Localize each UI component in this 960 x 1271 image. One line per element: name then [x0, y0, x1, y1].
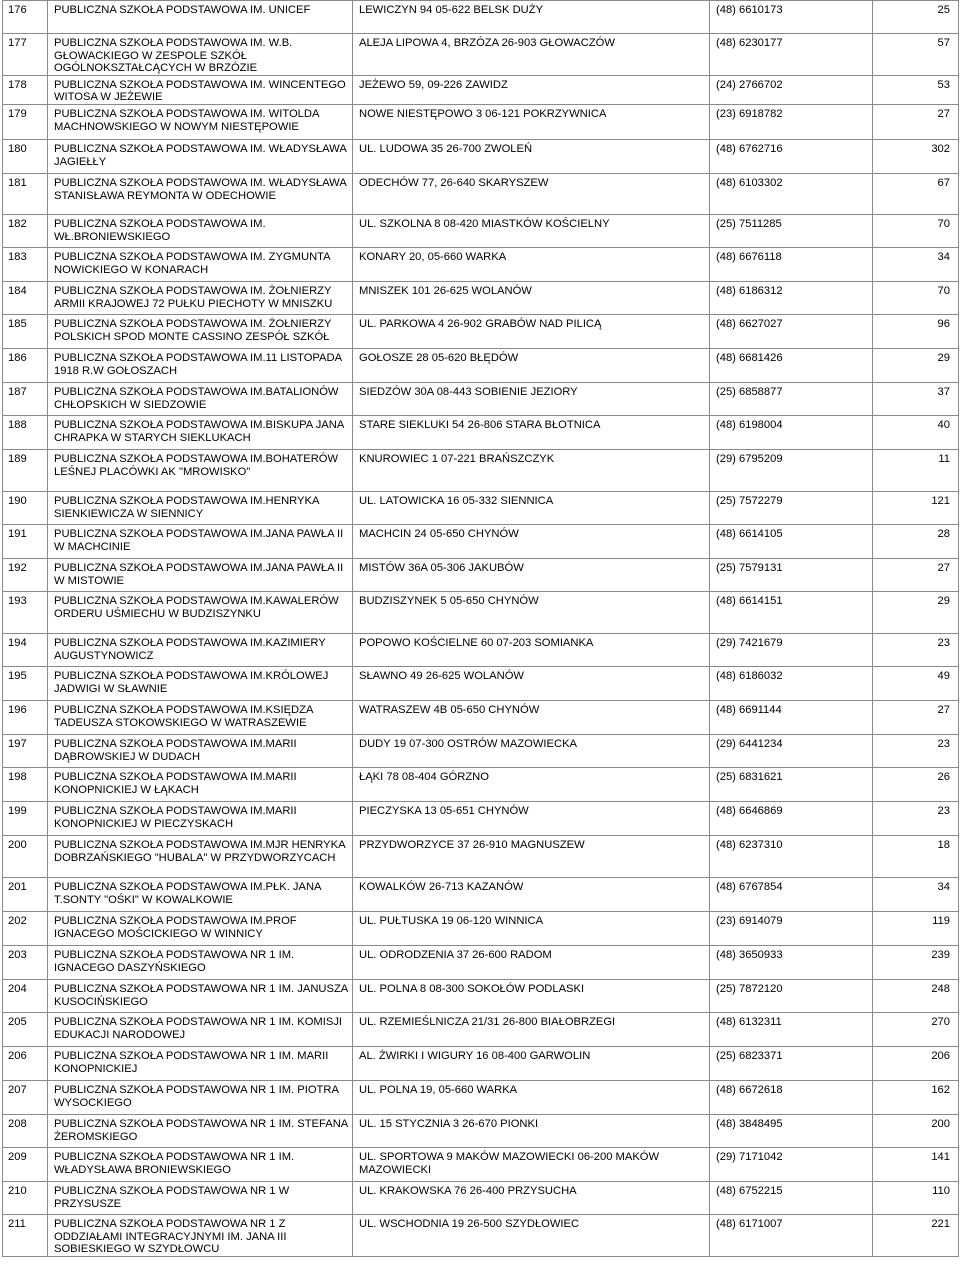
row-number: 185 [3, 314, 48, 348]
row-number: 188 [3, 415, 48, 449]
table-row [3, 911, 959, 945]
table-row [3, 734, 959, 767]
school-name: PUBLICZNA SZKOŁA PODSTAWOWA IM. ŻOŁNIERZY ARMII KRAJOWEJ 72 PUŁKU PIECHOTY W MNISZKU [48, 281, 353, 314]
table-row [3, 449, 959, 491]
school-address: MNISZEK 101 26-625 WOLANÓW [353, 281, 710, 314]
row-number: 193 [3, 591, 48, 633]
row-number: 186 [3, 348, 48, 382]
school-phone: (48) 6627027 [710, 314, 873, 348]
student-count: 162 [873, 1080, 959, 1114]
school-address: UL. POLNA 19, 05-660 WARKA [353, 1080, 710, 1114]
table-row [3, 139, 959, 173]
school-address: MISTÓW 36A 05-306 JAKUBÓW [353, 558, 710, 591]
table-row [3, 591, 959, 633]
student-count: 96 [873, 314, 959, 348]
school-name: PUBLICZNA SZKOŁA PODSTAWOWA NR 1 IM. WŁADYSŁAWA BRONIEWSKIEGO [48, 1147, 353, 1181]
table-row [3, 767, 959, 801]
student-count: 23 [873, 734, 959, 767]
school-address: GOŁOSZE 28 05-620 BŁĘDÓW [353, 348, 710, 382]
table-row [3, 1181, 959, 1214]
table-row [3, 34, 959, 76]
school-name: PUBLICZNA SZKOŁA PODSTAWOWA IM.KSIĘDZA TADEUSZA STOKOWSKIEGO W WATRASZEWIE [48, 700, 353, 734]
school-address: PIECZYSKA 13 05-651 CHYNÓW [353, 801, 710, 835]
school-address: DUDY 19 07-300 OSTRÓW MAZOWIECKA [353, 734, 710, 767]
school-name: PUBLICZNA SZKOŁA PODSTAWOWA IM.PROF IGNACEGO MOŚCICKIEGO W WINNICY [48, 911, 353, 945]
row-number: 178 [3, 75, 48, 104]
school-phone: (25) 7572279 [710, 491, 873, 524]
school-phone: (25) 7579131 [710, 558, 873, 591]
school-name: PUBLICZNA SZKOŁA PODSTAWOWA IM. UNICEF [48, 1, 353, 34]
school-phone: (48) 6691144 [710, 700, 873, 734]
row-number: 196 [3, 700, 48, 734]
table-row [3, 1, 959, 34]
school-address: UL. 15 STYCZNIA 3 26-670 PIONKI [353, 1114, 710, 1147]
student-count: 34 [873, 247, 959, 281]
table-row [3, 1147, 959, 1181]
school-address: UL. WSCHODNIA 19 26-500 SZYDŁOWIEC [353, 1214, 710, 1256]
school-phone: (48) 6672618 [710, 1080, 873, 1114]
row-number: 181 [3, 173, 48, 214]
table-row [3, 1114, 959, 1147]
school-address: JEŻEWO 59, 09-226 ZAWIDZ [353, 75, 710, 104]
student-count: 221 [873, 1214, 959, 1256]
row-number: 194 [3, 633, 48, 666]
row-number: 205 [3, 1012, 48, 1046]
table-row [3, 877, 959, 911]
school-address: SIEDZÓW 30A 08-443 SOBIENIE JEZIORY [353, 382, 710, 415]
row-number: 197 [3, 734, 48, 767]
school-name: PUBLICZNA SZKOŁA PODSTAWOWA IM.JANA PAWŁA II W MACHCINIE [48, 524, 353, 558]
student-count: 70 [873, 281, 959, 314]
school-name: PUBLICZNA SZKOŁA PODSTAWOWA NR 1 W PRZYSUSZE [48, 1181, 353, 1214]
school-phone: (29) 7171042 [710, 1147, 873, 1181]
school-address: MACHCIN 24 05-650 CHYNÓW [353, 524, 710, 558]
school-address: UL. KRAKOWSKA 76 26-400 PRZYSUCHA [353, 1181, 710, 1214]
school-name: PUBLICZNA SZKOŁA PODSTAWOWA IM.MARII KONOPNICKIEJ W PIECZYSKACH [48, 801, 353, 835]
row-number: 191 [3, 524, 48, 558]
school-phone: (25) 6823371 [710, 1046, 873, 1080]
school-phone: (48) 6681426 [710, 348, 873, 382]
student-count: 23 [873, 633, 959, 666]
row-number: 208 [3, 1114, 48, 1147]
school-name: PUBLICZNA SZKOŁA PODSTAWOWA IM. WŁADYSŁAWA JAGIEŁŁY [48, 139, 353, 173]
student-count: 49 [873, 666, 959, 700]
student-count: 29 [873, 348, 959, 382]
school-phone: (25) 7872120 [710, 979, 873, 1012]
row-number: 190 [3, 491, 48, 524]
school-name: PUBLICZNA SZKOŁA PODSTAWOWA NR 1 IM. STEFANA ŻEROMSKIEGO [48, 1114, 353, 1147]
row-number: 209 [3, 1147, 48, 1181]
school-name: PUBLICZNA SZKOŁA PODSTAWOWA IM.PŁK. JANA T.SONTY "OŚKI" W KOWALKOWIE [48, 877, 353, 911]
school-name: PUBLICZNA SZKOŁA PODSTAWOWA IM.BOHATERÓW LEŚNEJ PLACÓWKI AK "MROWISKO" [48, 449, 353, 491]
table-row [3, 491, 959, 524]
table-row [3, 247, 959, 281]
school-name: PUBLICZNA SZKOŁA PODSTAWOWA IM. WŁADYSŁAWA STANISŁAWA REYMONTA W ODECHOWIE [48, 173, 353, 214]
table-row [3, 1080, 959, 1114]
school-name: PUBLICZNA SZKOŁA PODSTAWOWA IM. W.B. GŁOWACKIEGO W ZESPOLE SZKÓŁ OGÓLNOKSZTAŁCĄCYCH W BRZÓZIE [48, 34, 353, 76]
row-number: 210 [3, 1181, 48, 1214]
student-count: 37 [873, 382, 959, 415]
table-row [3, 314, 959, 348]
row-number: 200 [3, 835, 48, 877]
student-count: 110 [873, 1181, 959, 1214]
school-address: NOWE NIESTĘPOWO 3 06-121 POKRZYWNICA [353, 104, 710, 139]
student-count: 26 [873, 767, 959, 801]
table-row [3, 835, 959, 877]
row-number: 207 [3, 1080, 48, 1114]
student-count: 57 [873, 34, 959, 76]
school-phone: (48) 6103302 [710, 173, 873, 214]
school-phone: (48) 6614105 [710, 524, 873, 558]
schools-table [2, 0, 959, 1257]
school-address: UL. PUŁTUSKA 19 06-120 WINNICA [353, 911, 710, 945]
school-address: KOWALKÓW 26-713 KAZANÓW [353, 877, 710, 911]
school-address: PRZYDWORZYCE 37 26-910 MAGNUSZEW [353, 835, 710, 877]
school-phone: (29) 7421679 [710, 633, 873, 666]
student-count: 29 [873, 591, 959, 633]
school-name: PUBLICZNA SZKOŁA PODSTAWOWA NR 1 IM. IGNACEGO DASZYŃSKIEGO [48, 945, 353, 979]
row-number: 182 [3, 214, 48, 247]
table-row [3, 214, 959, 247]
school-address: BUDZISZYNEK 5 05-650 CHYNÓW [353, 591, 710, 633]
school-phone: (25) 6831621 [710, 767, 873, 801]
student-count: 200 [873, 1114, 959, 1147]
school-phone: (48) 3650933 [710, 945, 873, 979]
row-number: 201 [3, 877, 48, 911]
table-row [3, 104, 959, 139]
school-name: PUBLICZNA SZKOŁA PODSTAWOWA IM.MJR HENRYKA DOBRZAŃSKIEGO "HUBALA" W PRZYDWORZYCACH [48, 835, 353, 877]
student-count: 119 [873, 911, 959, 945]
school-name: PUBLICZNA SZKOŁA PODSTAWOWA IM.BATALIONÓW CHŁOPSKICH W SIEDZOWIE [48, 382, 353, 415]
table-row [3, 979, 959, 1012]
school-name: PUBLICZNA SZKOŁA PODSTAWOWA NR 1 IM. KOMISJI EDUKACJI NARODOWEJ [48, 1012, 353, 1046]
school-address: UL. ODRODZENIA 37 26-600 RADOM [353, 945, 710, 979]
school-address: UL. RZEMIEŚLNICZA 21/31 26-800 BIAŁOBRZEGI [353, 1012, 710, 1046]
student-count: 302 [873, 139, 959, 173]
student-count: 67 [873, 173, 959, 214]
school-address: STARE SIEKLUKI 54 26-806 STARA BŁOTNICA [353, 415, 710, 449]
school-name: PUBLICZNA SZKOŁA PODSTAWOWA IM.KAZIMIERY AUGUSTYNOWICZ [48, 633, 353, 666]
table-row [3, 173, 959, 214]
row-number: 180 [3, 139, 48, 173]
school-name: PUBLICZNA SZKOŁA PODSTAWOWA IM.HENRYKA SIENKIEWICZA W SIENNICY [48, 491, 353, 524]
school-phone: (29) 6795209 [710, 449, 873, 491]
row-number: 198 [3, 767, 48, 801]
school-name: PUBLICZNA SZKOŁA PODSTAWOWA IM. ŻOŁNIERZY POLSKICH SPOD MONTE CASSINO ZESPÓŁ SZKÓŁ [48, 314, 353, 348]
student-count: 28 [873, 524, 959, 558]
row-number: 202 [3, 911, 48, 945]
school-address: ALEJA LIPOWA 4, BRZÓZA 26-903 GŁOWACZÓW [353, 34, 710, 76]
row-number: 199 [3, 801, 48, 835]
student-count: 11 [873, 449, 959, 491]
schools-table-body [3, 1, 959, 1257]
school-address: KONARY 20, 05-660 WARKA [353, 247, 710, 281]
school-phone: (48) 6676118 [710, 247, 873, 281]
student-count: 34 [873, 877, 959, 911]
school-address: KNUROWIEC 1 07-221 BRAŃSZCZYK [353, 449, 710, 491]
school-phone: (48) 6752215 [710, 1181, 873, 1214]
table-row [3, 524, 959, 558]
school-phone: (48) 6171007 [710, 1214, 873, 1256]
school-address: ODECHÓW 77, 26-640 SKARYSZEW [353, 173, 710, 214]
student-count: 18 [873, 835, 959, 877]
school-phone: (48) 6767854 [710, 877, 873, 911]
school-name: PUBLICZNA SZKOŁA PODSTAWOWA NR 1 IM. MARII KONOPNICKIEJ [48, 1046, 353, 1080]
student-count: 40 [873, 415, 959, 449]
row-number: 195 [3, 666, 48, 700]
school-phone: (48) 6186312 [710, 281, 873, 314]
table-row [3, 558, 959, 591]
school-name: PUBLICZNA SZKOŁA PODSTAWOWA IM.MARII DĄBROWSKIEJ W DUDACH [48, 734, 353, 767]
student-count: 27 [873, 700, 959, 734]
school-name: PUBLICZNA SZKOŁA PODSTAWOWA NR 1 IM. JANUSZA KUSOCIŃSKIEGO [48, 979, 353, 1012]
student-count: 239 [873, 945, 959, 979]
school-address: SŁAWNO 49 26-625 WOLANÓW [353, 666, 710, 700]
school-phone: (48) 6237310 [710, 835, 873, 877]
school-address: UL. SPORTOWA 9 MAKÓW MAZOWIECKI 06-200 MAKÓW MAZOWIECKI [353, 1147, 710, 1181]
school-phone: (48) 6230177 [710, 34, 873, 76]
row-number: 192 [3, 558, 48, 591]
school-phone: (24) 2766702 [710, 75, 873, 104]
table-row [3, 1214, 959, 1256]
student-count: 25 [873, 1, 959, 34]
school-name: PUBLICZNA SZKOŁA PODSTAWOWA IM. WINCENTEGO WITOSA W JEŻEWIE [48, 75, 353, 104]
table-row [3, 1046, 959, 1080]
school-address: UL. SZKOLNA 8 08-420 MIASTKÓW KOŚCIELNY [353, 214, 710, 247]
table-row [3, 801, 959, 835]
table-row [3, 666, 959, 700]
school-phone: (23) 6918782 [710, 104, 873, 139]
student-count: 53 [873, 75, 959, 104]
student-count: 70 [873, 214, 959, 247]
table-row [3, 415, 959, 449]
school-phone: (48) 6186032 [710, 666, 873, 700]
school-name: PUBLICZNA SZKOŁA PODSTAWOWA NR 1 Z ODDZIAŁAMI INTEGRACYJNYMI IM. JANA III SOBIESKIEGO W SZYDŁOWCU [48, 1214, 353, 1256]
school-name: PUBLICZNA SZKOŁA PODSTAWOWA IM.11 LISTOPADA 1918 R.W GOŁOSZACH [48, 348, 353, 382]
table-row [3, 382, 959, 415]
row-number: 204 [3, 979, 48, 1012]
school-phone: (48) 6646869 [710, 801, 873, 835]
school-name: PUBLICZNA SZKOŁA PODSTAWOWA IM. WŁ.BRONIEWSKIEGO [48, 214, 353, 247]
student-count: 270 [873, 1012, 959, 1046]
row-number: 187 [3, 382, 48, 415]
student-count: 121 [873, 491, 959, 524]
row-number: 203 [3, 945, 48, 979]
table-row [3, 75, 959, 104]
school-address: WATRASZEW 4B 05-650 CHYNÓW [353, 700, 710, 734]
school-phone: (23) 6914079 [710, 911, 873, 945]
table-row [3, 348, 959, 382]
school-name: PUBLICZNA SZKOŁA PODSTAWOWA IM.JANA PAWŁA II W MISTOWIE [48, 558, 353, 591]
school-name: PUBLICZNA SZKOŁA PODSTAWOWA IM.BISKUPA JANA CHRAPKA W STARYCH SIEKLUKACH [48, 415, 353, 449]
student-count: 27 [873, 104, 959, 139]
school-phone: (48) 6610173 [710, 1, 873, 34]
row-number: 184 [3, 281, 48, 314]
row-number: 179 [3, 104, 48, 139]
table-row [3, 281, 959, 314]
school-name: PUBLICZNA SZKOŁA PODSTAWOWA IM.KRÓLOWEJ JADWIGI W SŁAWNIE [48, 666, 353, 700]
row-number: 206 [3, 1046, 48, 1080]
school-address: ŁĄKI 78 08-404 GÓRZNO [353, 767, 710, 801]
school-address: LEWICZYN 94 05-622 BELSK DUŻY [353, 1, 710, 34]
student-count: 27 [873, 558, 959, 591]
school-phone: (48) 3848495 [710, 1114, 873, 1147]
school-address: UL. LUDOWA 35 26-700 ZWOLEŃ [353, 139, 710, 173]
table-row [3, 1012, 959, 1046]
school-phone: (48) 6614151 [710, 591, 873, 633]
school-address: UL. POLNA 8 08-300 SOKOŁÓW PODLASKI [353, 979, 710, 1012]
school-address: UL. LATOWICKA 16 05-332 SIENNICA [353, 491, 710, 524]
student-count: 141 [873, 1147, 959, 1181]
school-name: PUBLICZNA SZKOŁA PODSTAWOWA IM.MARII KONOPNICKIEJ W ŁĄKACH [48, 767, 353, 801]
student-count: 23 [873, 801, 959, 835]
school-name: PUBLICZNA SZKOŁA PODSTAWOWA IM. WITOLDA MACHNOWSKIEGO W NOWYM NIESTĘPOWIE [48, 104, 353, 139]
school-address: UL. PARKOWA 4 26-902 GRABÓW NAD PILICĄ [353, 314, 710, 348]
school-phone: (48) 6132311 [710, 1012, 873, 1046]
table-row [3, 945, 959, 979]
school-name: PUBLICZNA SZKOŁA PODSTAWOWA NR 1 IM. PIOTRA WYSOCKIEGO [48, 1080, 353, 1114]
school-phone: (29) 6441234 [710, 734, 873, 767]
school-address: POPOWO KOŚCIELNE 60 07-203 SOMIANKA [353, 633, 710, 666]
school-name: PUBLICZNA SZKOŁA PODSTAWOWA IM.KAWALERÓW ORDERU UŚMIECHU W BUDZISZYNKU [48, 591, 353, 633]
school-address: AL. ŻWIRKI I WIGURY 16 08-400 GARWOLIN [353, 1046, 710, 1080]
table-row [3, 700, 959, 734]
school-name: PUBLICZNA SZKOŁA PODSTAWOWA IM. ZYGMUNTA NOWICKIEGO W KONARACH [48, 247, 353, 281]
student-count: 206 [873, 1046, 959, 1080]
school-phone: (48) 6198004 [710, 415, 873, 449]
school-phone: (25) 6858877 [710, 382, 873, 415]
table-row [3, 633, 959, 666]
row-number: 183 [3, 247, 48, 281]
row-number: 176 [3, 1, 48, 34]
school-phone: (25) 7511285 [710, 214, 873, 247]
school-phone: (48) 6762716 [710, 139, 873, 173]
row-number: 189 [3, 449, 48, 491]
student-count: 248 [873, 979, 959, 1012]
row-number: 211 [3, 1214, 48, 1256]
row-number: 177 [3, 34, 48, 76]
